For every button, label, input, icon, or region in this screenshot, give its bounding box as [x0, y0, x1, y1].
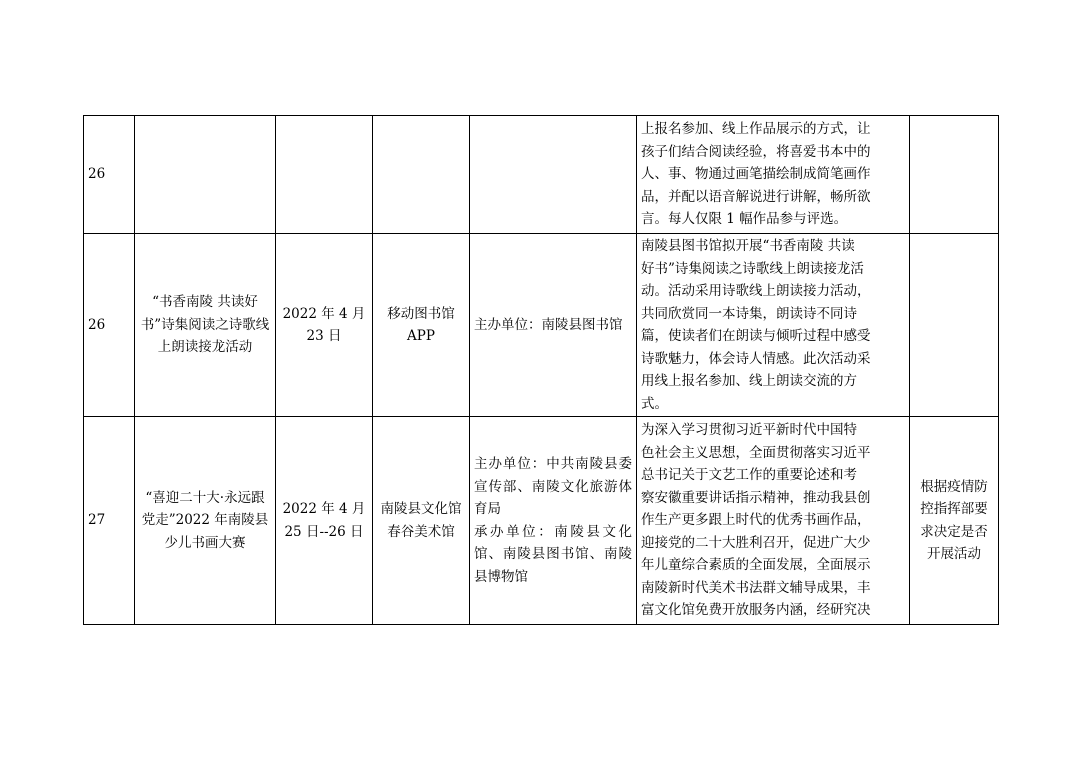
description-line: 诗歌魅力，体会诗人情感。此次活动采: [641, 350, 871, 367]
activity-organizer: [470, 116, 637, 234]
row-number: 26: [84, 234, 135, 417]
activity-name: “喜迎二十大·永远跟党走”2022 年南陵县少儿书画大赛: [135, 417, 276, 625]
row-number: 27: [84, 417, 135, 625]
activity-description: [637, 116, 910, 234]
activity-date: 2022 年 4 月 25 日--26 日: [276, 417, 373, 625]
activity-table: [83, 115, 999, 625]
table-row: [84, 417, 999, 625]
activity-remark: [910, 116, 999, 234]
activity-organizer: 主办单位：南陵县图书馆: [470, 234, 637, 417]
description-line: 言。每人仅限 1 幅作品参与评选。: [641, 211, 848, 228]
activity-venue: 南陵县文化馆春谷美术馆: [373, 417, 470, 625]
activity-venue: [373, 116, 470, 234]
description-line: 共同欣赏同一本诗集，朗读诗不同诗: [641, 305, 857, 322]
description-line: 迎接党的二十大胜利召开，促进广大少: [641, 534, 871, 551]
description-line: 动。活动采用诗歌线上朗读接力活动，: [641, 283, 871, 299]
description-line: 富文化馆免费开放服务内涵，经研究决: [641, 602, 871, 619]
table-row: [84, 116, 999, 234]
activity-date: 2022 年 4 月 23 日: [276, 234, 373, 417]
description-line: 南陵县图书馆拟开展“书香南陵 共读: [641, 238, 855, 254]
description-line: 篇，使读者们在朗读与倾听过程中感受: [641, 328, 871, 344]
description-line: 色社会主义思想，全面贯彻落实习近平: [641, 444, 871, 461]
activity-remark: [910, 234, 999, 417]
activity-date: [276, 116, 373, 234]
description-line: 孩子们结合阅读经验，将喜爱书本中的: [641, 143, 871, 160]
description-line: 品，并配以语音解说进行讲解，畅所欲: [641, 188, 871, 205]
activity-description: [637, 417, 910, 625]
activity-name: “书香南陵 共读好书”诗集阅读之诗歌线上朗读接龙活动: [135, 234, 276, 417]
description-line: 察安徽重要讲话指示精神，推动我县创: [641, 489, 871, 506]
description-line: 作生产更多跟上时代的优秀书画作品，: [641, 512, 871, 529]
description-line: 用线上报名参加、线上朗读交流的方: [641, 373, 857, 389]
description-line: 年儿童综合素质的全面发展，全面展示: [641, 557, 871, 574]
activity-venue: 移动图书馆 APP: [373, 234, 470, 417]
description-line: 式。: [641, 395, 668, 412]
description-line: 好书”诗集阅读之诗歌线上朗读接龙活: [641, 260, 864, 277]
activity-remark: 根据疫情防控指挥部要求决定是否开展活动: [910, 417, 999, 625]
activity-description: [637, 234, 910, 417]
table-row: [84, 234, 999, 417]
description-line: 总书记关于文艺工作的重要论述和考: [641, 467, 857, 484]
description-line: 南陵新时代美术书法群文辅导成果，丰: [641, 579, 871, 596]
activity-name: [135, 116, 276, 234]
description-line: 上报名参加、线上作品展示的方式，让: [641, 121, 871, 138]
description-line: 为深入学习贯彻习近平新时代中国特: [641, 422, 857, 439]
row-number: 26: [84, 116, 135, 234]
description-line: 人、事、物通过画笔描绘制成简笔画作: [641, 166, 871, 183]
activity-organizer: 主办单位：中共南陵县委宣传部、南陵文化旅游体育局 承办单位：南陵县文化馆、南陵县图书馆、南陵县博物馆: [470, 417, 637, 625]
